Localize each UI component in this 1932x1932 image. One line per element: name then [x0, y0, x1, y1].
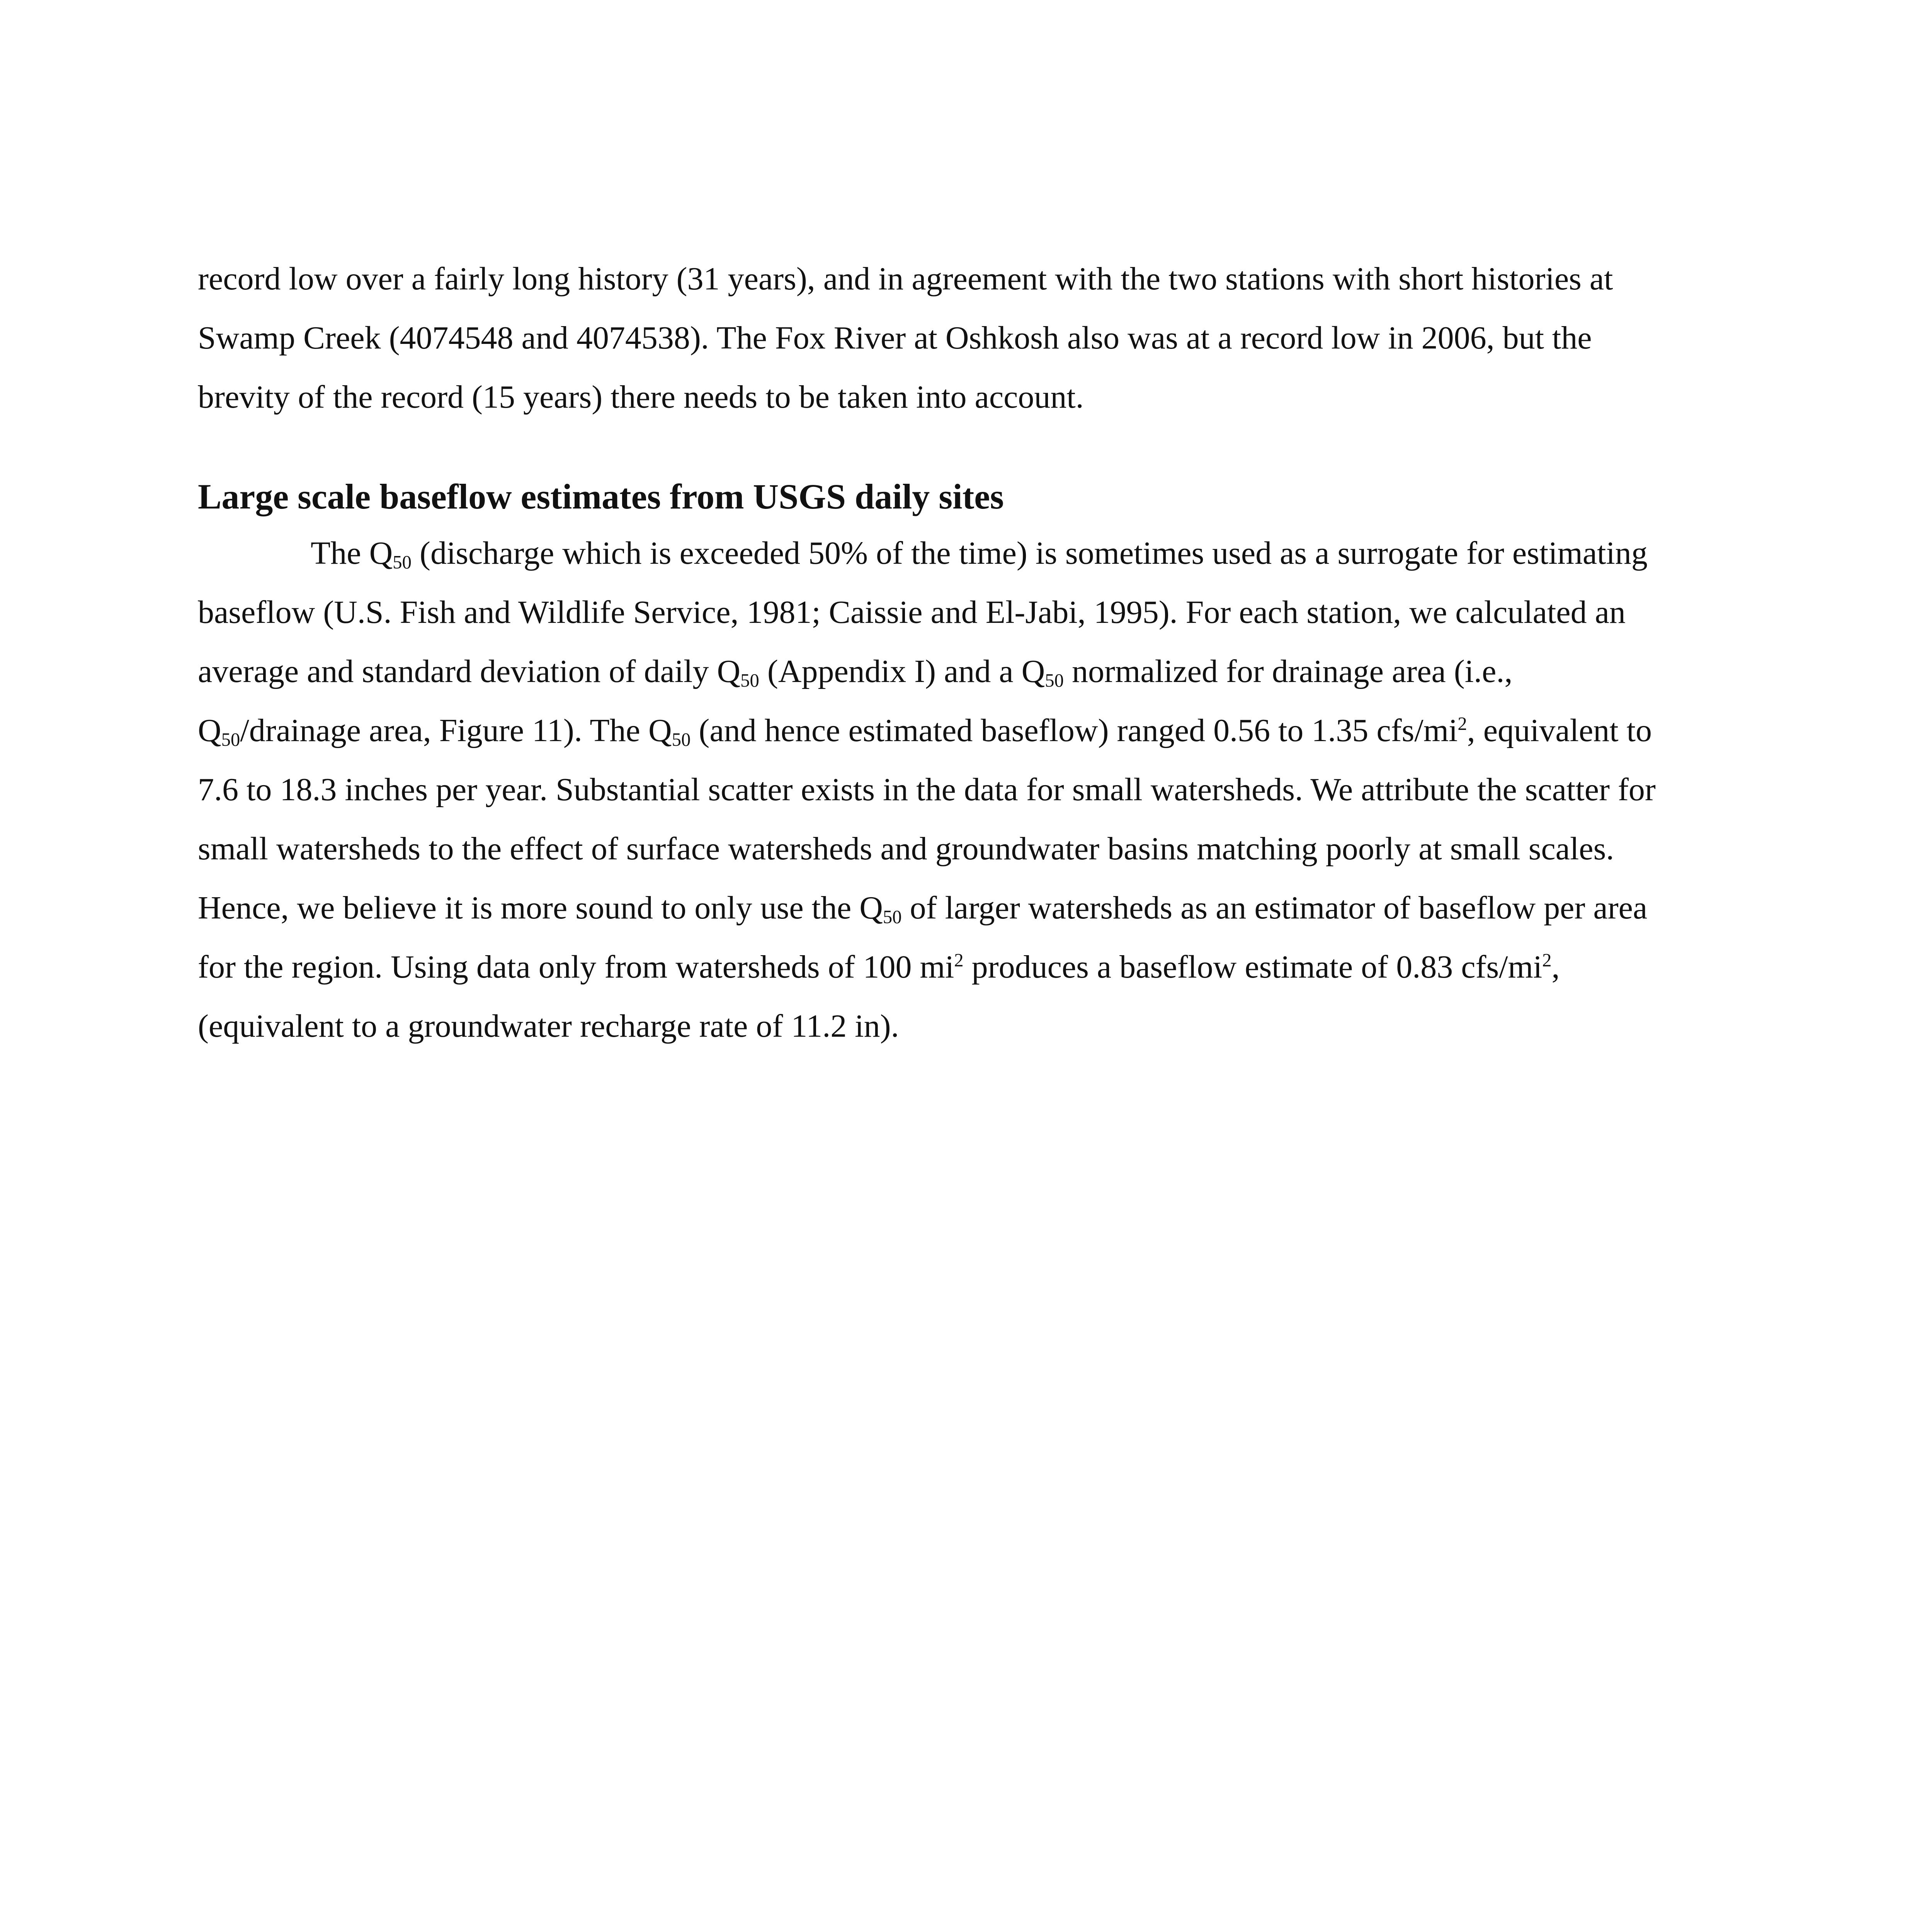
text-line: for the region. Using data only from watersheds of 100 $mi^2$ produces a baseflow estimate of 0.83 cfs/$mi^2$, — [198, 949, 1560, 985]
text-line: 7.6 to 18.3 inches per year. Substantial scatter exists in the data for small watersheds. We attribute the scatter for — [198, 772, 1656, 808]
text-line: brevity of the record (15 years) there needs to be taken into account. — [198, 379, 1084, 415]
text-line: The $Q_{50}$ (discharge which is exceeded 50% of the time) is sometimes used as a surrogate for estimating — [311, 535, 1648, 573]
text-line: baseflow (U.S. Fish and Wildlife Service, 1981; Caissie and El-Jabi, 1995). For each station, we calculated an — [198, 594, 1626, 630]
text-line: Swamp Creek (4074548 and 4074538). The Fox River at Oshkosh also was at a record low in 2006, but the — [198, 320, 1592, 356]
section-heading: Large scale baseflow estimates from USGS daily sites — [198, 477, 1004, 516]
text-line: average and standard deviation of daily $Q_{50}$ (Appendix I) and a $Q_{50}$ normalized for drainage area (i.e., — [198, 653, 1513, 691]
text-line: record low over a fairly long history (31 years), and in agreement with the two stations with short histories at — [198, 261, 1613, 297]
paragraph-record-low — [198, 249, 1782, 427]
text-line: small watersheds to the effect of surface watersheds and groundwater basins matching poorly at small scales. — [198, 831, 1614, 867]
paragraph-baseflow — [198, 524, 1782, 1056]
text-line: (equivalent to a groundwater recharge rate of 11.2 in). — [198, 1008, 899, 1044]
text-line: $Q_{50}$/drainage area, Figure 11). The $Q_{50}$ (and hence estimated baseflow) ranged 0.56 to 1.35 cfs/$mi^2$, equivalent to — [198, 713, 1652, 750]
text-line: Hence, we believe it is more sound to only use the $Q_{50}$ of larger watersheds as an estimator of baseflow per area — [198, 890, 1648, 928]
